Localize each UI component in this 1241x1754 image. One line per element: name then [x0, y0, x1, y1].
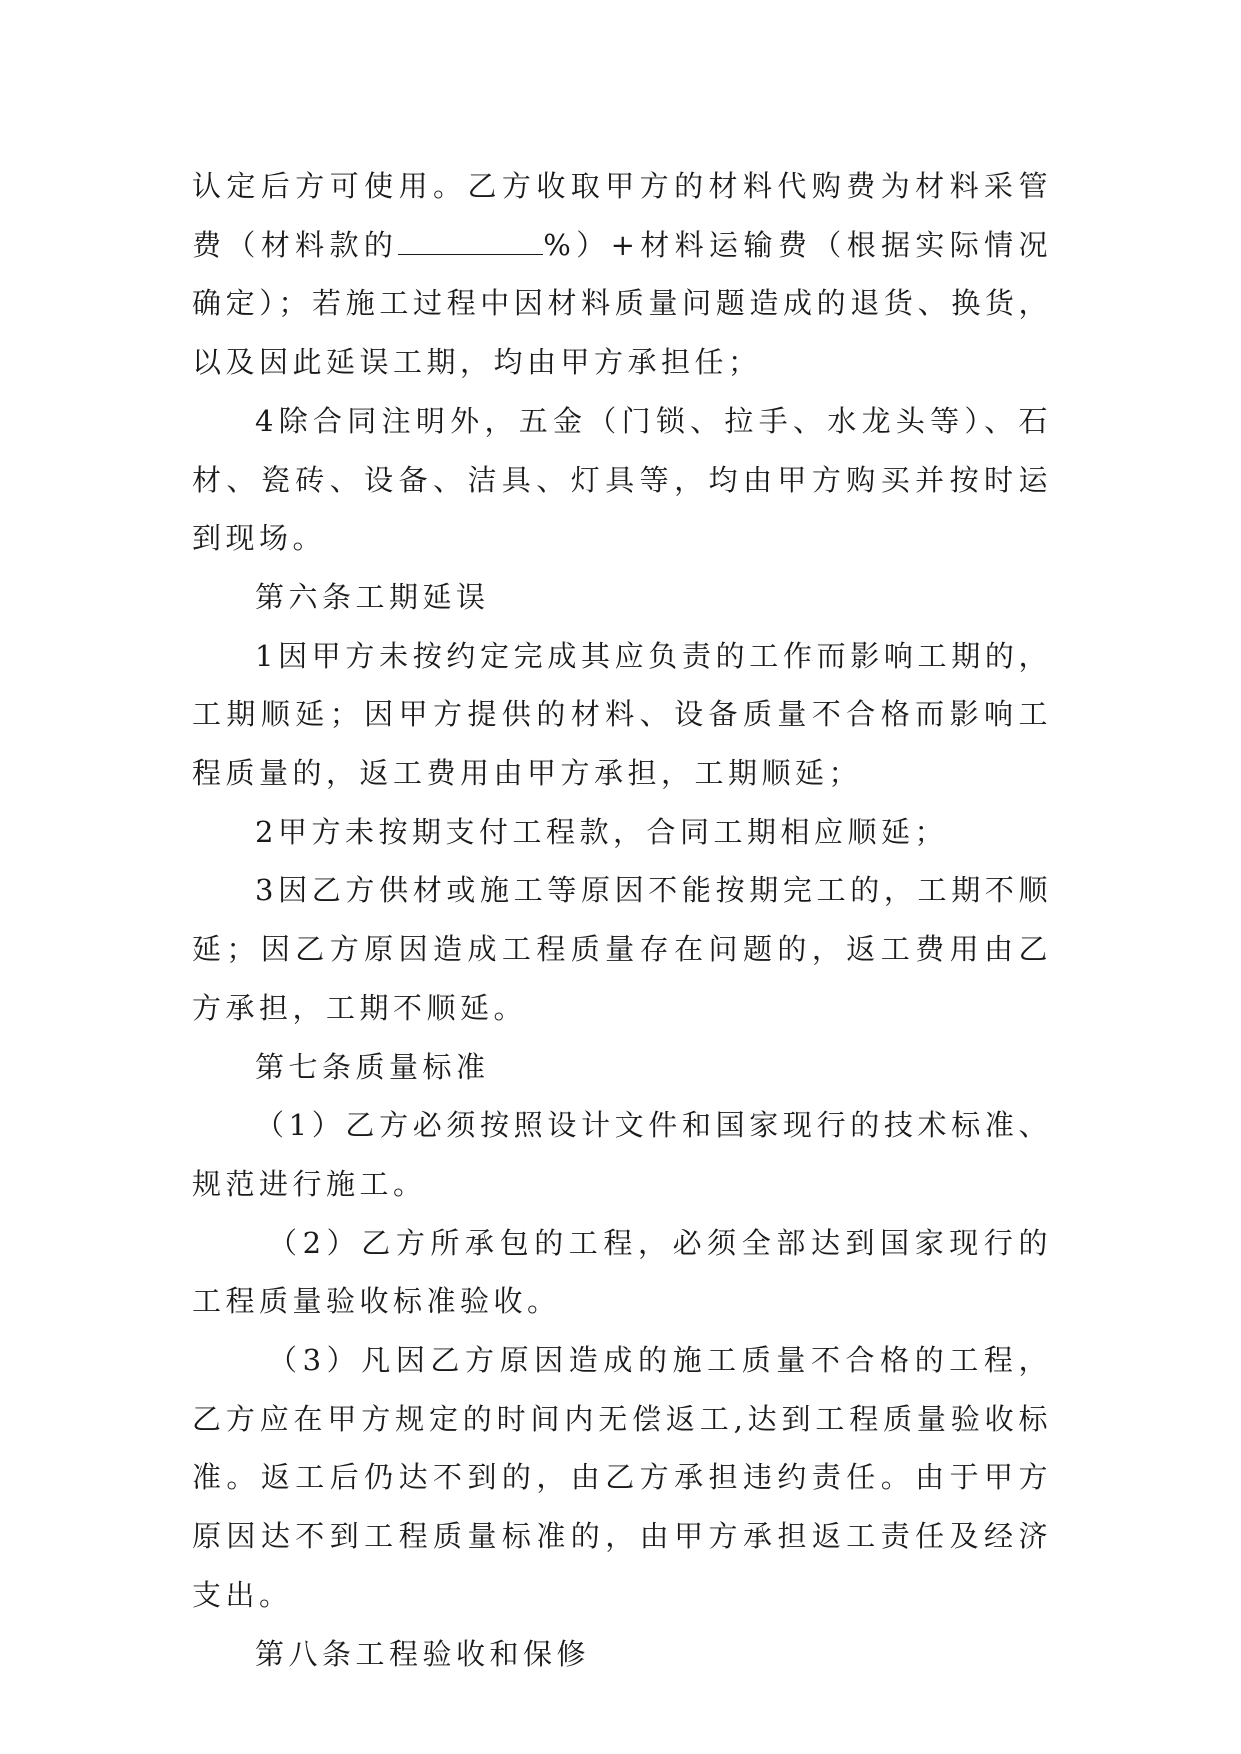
paragraph-text: 认定后方可使用。乙方收取甲方的材料代购费为材料采管费（材料款的	[192, 169, 1052, 262]
paragraph-delay-clause-2: 2甲方未按期支付工程款，合同工期相应顺延；	[255, 814, 948, 849]
section-heading-article-6: 第六条工期延误	[255, 579, 490, 614]
paragraph-quality-clause-3: （3）凡因乙方原因造成的施工质量不合格的工程，乙方应在甲方规定的时间内无偿返工,达到工程质量验收标准。返工后仍达不到的，由乙方承担违约责任。由于甲方原因达不到工程质量标准的，由甲方承担返工责任及经济支出。	[192, 1343, 1052, 1612]
paragraph-hardware-purchase: 4除合同注明外，五金（门锁、拉手、水龙头等）、石材、瓷砖、设备、洁具、灯具等，均由甲方购买并按时运到现场。	[192, 403, 1052, 556]
document-body	[192, 157, 1052, 1683]
paragraph-quality-clause-2: （2）乙方所承包的工程，必须全部达到国家现行的工程质量验收标准验收。	[192, 1225, 1052, 1319]
section-heading-article-8: 第八条工程验收和保修	[255, 1636, 591, 1671]
fill-in-blank[interactable]	[398, 232, 543, 255]
paragraph-material-fee	[192, 157, 1052, 392]
paragraph-quality-clause-1: （1）乙方必须按照设计文件和国家现行的技术标准、规范进行施工。	[192, 1108, 1052, 1201]
section-heading-article-7: 第七条质量标准	[255, 1049, 490, 1084]
paragraph-delay-clause-3: 3因乙方供材或施工等原因不能按期完工的，工期不顺延；因乙方原因造成工程质量存在问题的，返工费用由乙方承担，工期不顺延。	[192, 873, 1052, 1025]
paragraph-text: %）+材料运输费（根据实际情况确定）；若施工过程中因材料质量问题造成的退货、换货，以及因此延误工期，均由甲方承担任；	[192, 227, 1052, 380]
paragraph-delay-clause-1: 1因甲方未按约定完成其应负责的工作而影响工期的，工期顺延；因甲方提供的材料、设备质量不合格而影响工程质量的，返工费用由甲方承担，工期顺延；	[192, 638, 1052, 791]
